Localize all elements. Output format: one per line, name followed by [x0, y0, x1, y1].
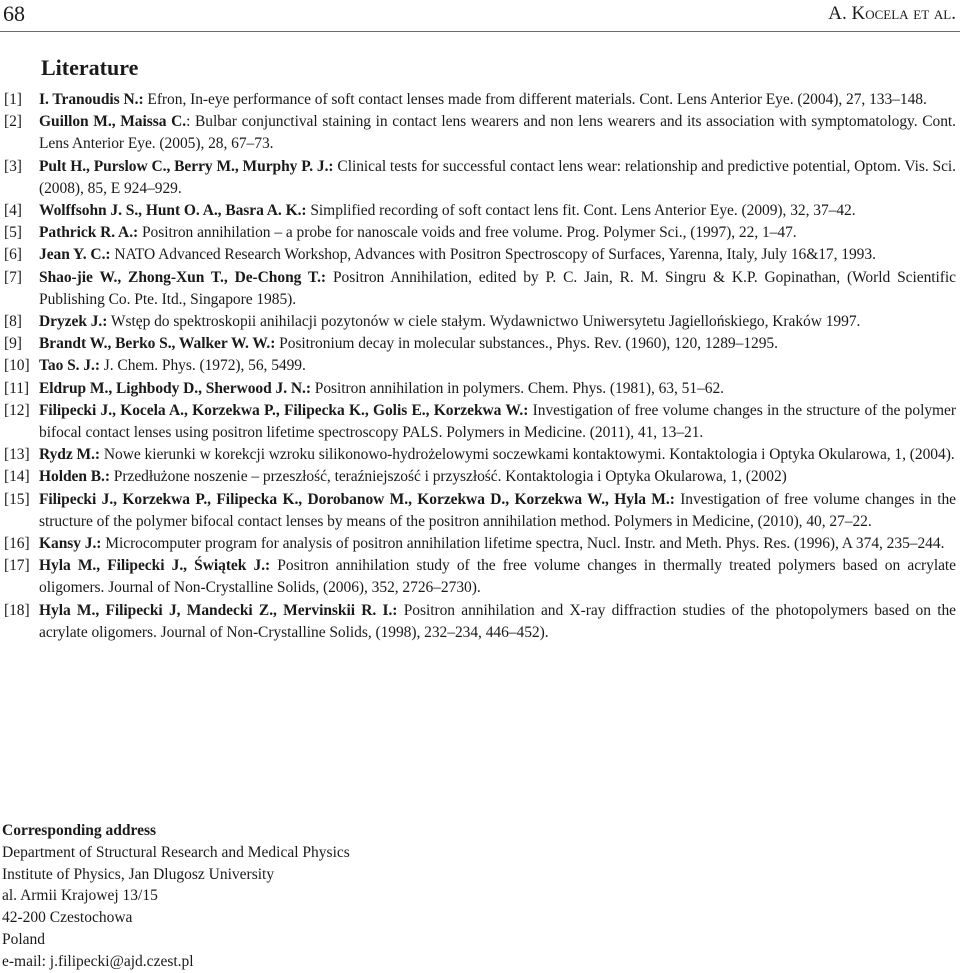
- reference-text: [39, 333, 956, 355]
- reference-details: NATO Advanced Research Workshop, Advances with Positron Spectroscopy of Surfaces, Yarenna, Italy, July 16&17, 1993.: [110, 246, 876, 264]
- address-line-department: Department of Structural Research and Medical Physics: [2, 843, 350, 861]
- reference-item: [4, 267, 956, 311]
- reference-authors: Rydz M.:: [39, 446, 101, 464]
- reference-item: [4, 89, 956, 111]
- reference-number: [2]: [4, 113, 22, 131]
- reference-number: [8]: [4, 313, 22, 331]
- corresponding-address: [2, 820, 350, 973]
- reference-number: [18]: [4, 601, 30, 619]
- reference-authors: Hyla M., Filipecki J., Świątek J.:: [39, 557, 271, 575]
- reference-text: [39, 444, 956, 466]
- reference-authors: Guillon M., Maissa C.: [39, 113, 187, 131]
- address-line-street: al. Armii Krajowej 13/15: [2, 887, 158, 905]
- reference-details: Investigation of free volume changes in the structure of the polymer bifocal contact lenses by means of the positron annihilation method. Polymers in Medicine, (2010), 40, 27–22.: [39, 490, 956, 530]
- reference-details: Positron annihilation and X-ray diffraction studies of the photopolymers based on the acrylate oligomers. Journal of Non-Crystalline Solids, (1998), 232–234, 446–452).: [39, 601, 957, 641]
- reference-item: [4, 156, 956, 200]
- header-rule: [0, 31, 960, 32]
- literature-title: Literature: [41, 55, 139, 80]
- reference-item: [4, 466, 956, 488]
- reference-authors: Filipecki J., Korzekwa P., Filipecka K., Dorobanow M., Korzekwa D., Korzekwa W., Hyla M.:: [39, 490, 675, 508]
- reference-text: [39, 400, 956, 444]
- reference-item: [4, 355, 956, 377]
- reference-authors: Kansy J.:: [39, 535, 102, 553]
- reference-item: [4, 400, 956, 444]
- reference-text: [39, 466, 956, 488]
- reference-item: [4, 333, 956, 355]
- page-number: 68: [3, 1, 25, 26]
- reference-number: [7]: [4, 268, 22, 286]
- reference-number: [6]: [4, 246, 22, 264]
- reference-item: [4, 244, 956, 266]
- reference-number: [11]: [4, 379, 30, 397]
- reference-authors: Eldrup M., Lighbody D., Sherwood J. N.:: [39, 379, 311, 397]
- reference-number: [10]: [4, 357, 30, 375]
- reference-details: Investigation of free volume changes in the structure of the polymer bifocal contact lenses using positron lifetime spectroscopy PALS. Polymers in Medicine. (2011), 41, 13–21.: [39, 401, 956, 442]
- reference-item: [4, 378, 956, 400]
- reference-number: [12]: [4, 401, 30, 419]
- reference-authors: Filipecki J., Kocela A., Korzekwa P., Filipecka K., Golis E., Korzekwa W.:: [39, 401, 529, 419]
- reference-authors: Tao S. J.:: [39, 357, 100, 375]
- reference-text: [39, 222, 956, 244]
- address-line-country: Poland: [2, 930, 46, 948]
- reference-authors: Wolffsohn J. S., Hunt O. A., Basra A. K.:: [39, 202, 307, 220]
- reference-text: [39, 355, 956, 377]
- reference-details: Efron, In-eye performance of soft contact lenses made from different materials. Cont. Lens Anterior Eye. (2004), 27, 133–148.: [143, 91, 927, 108]
- reference-item: [4, 533, 956, 555]
- reference-item: [4, 555, 956, 599]
- reference-text: [39, 156, 956, 200]
- reference-item: [4, 489, 956, 533]
- reference-text: [39, 111, 956, 155]
- reference-authors: Dryzek J.:: [39, 313, 108, 331]
- reference-item: [4, 222, 956, 244]
- address-line-city: 42-200 Czestochowa: [2, 909, 133, 927]
- reference-authors: Brandt W., Berko S., Walker W. W.:: [39, 335, 276, 353]
- reference-details: Wstęp do spektroskopii anihilacji pozytonów w ciele stałym. Wydawnictwo Uniwersytetu Jagiellońskiego, Kraków 1997.: [107, 313, 861, 331]
- reference-text: [39, 267, 956, 311]
- reference-text: [39, 555, 956, 599]
- reference-number: [4]: [4, 202, 22, 220]
- reference-authors: I. Tranoudis N.:: [39, 91, 144, 108]
- reference-authors: Pathrick R. A.:: [39, 224, 139, 242]
- address-line-email: e-mail: j.filipecki@ajd.czest.pl: [2, 952, 194, 970]
- reference-text: [39, 311, 956, 333]
- page-header: [0, 0, 960, 30]
- reference-details: Clinical tests for successful contact lens wear: relationship and predictive potential, Optom. Vis. Sci. (2008), 85, E 924–929.: [39, 157, 956, 197]
- reference-details: Positron Annihilation, edited by P. C. Jain, R. M. Singru & K.P. Gopinathan, (World Scientific Publishing Co. Pte. Itd., Singapore 1985).: [39, 268, 956, 308]
- reference-authors: Jean Y. C.:: [39, 246, 111, 264]
- reference-number: [16]: [4, 535, 30, 553]
- reference-text: [39, 489, 956, 533]
- reference-details: : Bulbar conjunctival staining in contact lens wearers and non lens wearers and its association with symptomatology. Cont. Lens Anterior Eye. (2005), 28, 67–73.: [39, 113, 956, 153]
- reference-details: Positron annihilation – a probe for nanoscale voids and free volume. Prog. Polymer Sci., (1997), 22, 1–47.: [138, 224, 797, 242]
- reference-item: [4, 311, 956, 333]
- reference-authors: Hyla M., Filipecki J, Mandecki Z., Mervinskii R. I.:: [39, 601, 398, 619]
- reference-text: [39, 89, 956, 111]
- reference-number: [1]: [4, 91, 22, 108]
- reference-item: [4, 111, 956, 155]
- reference-text: [39, 378, 956, 400]
- reference-details: Positronium decay in molecular substances., Phys. Rev. (1960), 120, 1289–1295.: [275, 335, 778, 353]
- reference-number: [13]: [4, 446, 30, 464]
- reference-item: [4, 600, 956, 644]
- reference-number: [15]: [4, 490, 30, 508]
- reference-details: Nowe kierunki w korekcji wzroku silikonowo-hydrożelowymi soczewkami kontaktowymi. Kontaktologia i Optyka Okularowa, 1, (2004).: [100, 446, 955, 464]
- reference-text: [39, 533, 956, 555]
- reference-text: [39, 244, 956, 266]
- reference-item: [4, 444, 956, 466]
- reference-details: Simplified recording of soft contact lens fit. Cont. Lens Anterior Eye. (2009), 32, 37–42.: [306, 202, 856, 220]
- running-head: A. Kocela et al.: [828, 3, 956, 24]
- reference-authors: Pult H., Purslow C., Berry M., Murphy P. J.:: [39, 157, 334, 175]
- reference-item: [4, 200, 956, 222]
- reference-number: [14]: [4, 468, 30, 486]
- reference-details: J. Chem. Phys. (1972), 56, 5499.: [99, 357, 306, 375]
- reference-number: [3]: [4, 157, 22, 175]
- address-line-institute: Institute of Physics, Jan Dlugosz University: [2, 865, 275, 883]
- reference-number: [5]: [4, 224, 22, 242]
- reference-authors: Shao-jie W., Zhong-Xun T., De-Chong T.:: [39, 268, 327, 286]
- reference-number: [9]: [4, 335, 22, 353]
- reference-details: Positron annihilation study of the free volume changes in thermally treated polymers based on acrylate oligomers. Journal of Non-Crystalline Solids, (2006), 352, 2726–2730).: [39, 557, 957, 597]
- reference-text: [39, 600, 956, 644]
- reference-details: Przedłużone noszenie – przeszłość, teraźniejszość i przyszłość. Kontaktologia i Optyka Okularowa, 1, (2002): [109, 468, 787, 486]
- address-title: Corresponding address: [2, 822, 157, 839]
- reference-details: Positron annihilation in polymers. Chem. Phys. (1981), 63, 51–62.: [310, 379, 724, 397]
- reference-authors: Holden B.:: [39, 468, 110, 486]
- reference-list: [4, 89, 956, 644]
- reference-number: [17]: [4, 557, 30, 575]
- reference-text: [39, 200, 956, 222]
- reference-details: Microcomputer program for analysis of positron annihilation lifetime spectra, Nucl. Instr. and Meth. Phys. Res. (1996), A 374, 235–244.: [101, 535, 945, 553]
